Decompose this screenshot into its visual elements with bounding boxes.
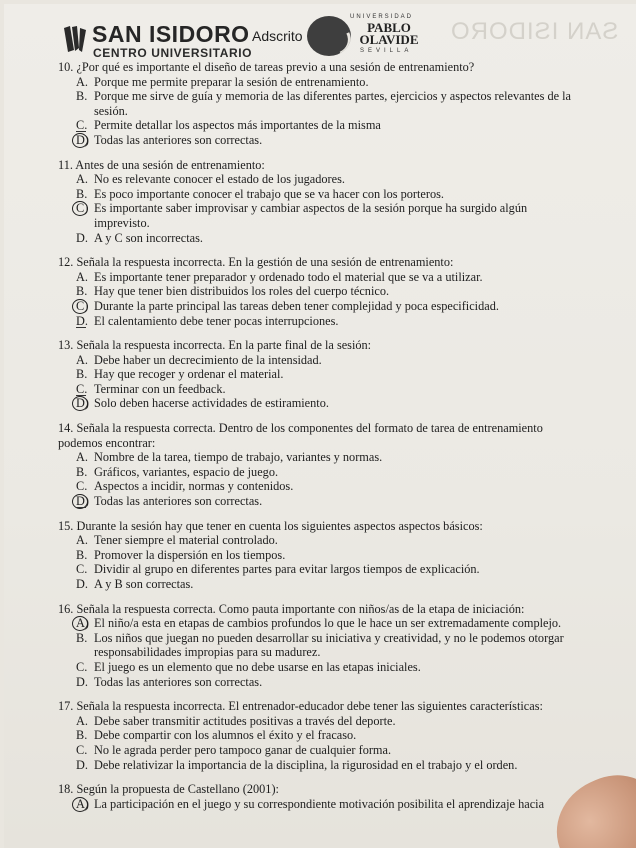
option-letter: D. bbox=[76, 577, 88, 591]
upo-top-text: UNIVERSIDAD bbox=[350, 14, 414, 20]
option-text: Aspectos a incidir, normas y contenidos. bbox=[94, 479, 294, 494]
option-text: Permite detallar los aspectos más importantes de la misma bbox=[94, 118, 381, 133]
option-letter: A. bbox=[76, 713, 88, 728]
question-1 bbox=[58, 158, 584, 246]
option-text: Porque me sirve de guía y memoria de las diferentes partes, ejercicios y aspectos relevantes de la sesión. bbox=[94, 89, 572, 118]
option-item bbox=[58, 548, 584, 563]
option-letter: C. bbox=[76, 382, 94, 397]
option-text: Durante la parte principal las tareas deben tener complejidad y poca especificidad. bbox=[94, 298, 499, 313]
question-list bbox=[58, 60, 584, 821]
option-text: Terminar con un feedback. bbox=[94, 381, 226, 396]
option-item bbox=[58, 314, 584, 329]
option-text: A y B son correctas. bbox=[94, 577, 194, 591]
option-letter: C. bbox=[76, 118, 94, 133]
options-list bbox=[58, 172, 584, 245]
option-letter: D) bbox=[76, 396, 94, 411]
option-letter: B. bbox=[76, 186, 88, 201]
option-letter: B. bbox=[76, 89, 88, 104]
question-7 bbox=[58, 699, 584, 772]
option-text: Solo deben hacerse actividades de estiramiento. bbox=[94, 396, 329, 411]
option-item bbox=[58, 133, 584, 148]
option-letter: B. bbox=[76, 284, 88, 299]
option-item bbox=[58, 675, 584, 690]
option-text: El niño/a esta en etapas de cambios profundos lo que le hace un ser extremadamente complejo. bbox=[94, 616, 562, 631]
option-text: Promover la dispersión en los tiempos. bbox=[94, 547, 286, 562]
option-text: Gráficos, variantes, espacio de juego. bbox=[94, 464, 279, 479]
option-item bbox=[58, 299, 584, 314]
question-6 bbox=[58, 602, 584, 690]
options-list bbox=[58, 797, 584, 812]
option-item bbox=[58, 396, 584, 411]
option-letter: D. bbox=[76, 314, 94, 329]
question-stem: 10. ¿Por qué es importante el diseño de tareas previo a una sesión de entrenamiento? bbox=[58, 60, 475, 74]
question-3 bbox=[58, 338, 584, 411]
option-text: Todas las anteriores son correctas. bbox=[94, 674, 263, 689]
option-item bbox=[58, 631, 584, 660]
option-text: No es relevante conocer el estado de los jugadores. bbox=[94, 172, 345, 187]
option-text: El calentamiento debe tener pocas interrupciones. bbox=[94, 313, 339, 328]
option-item bbox=[58, 89, 584, 118]
brand-subtitle: CENTRO UNIVERSITARIO bbox=[93, 46, 253, 60]
option-text: A y C son incorrectas. bbox=[94, 230, 203, 245]
question-5 bbox=[58, 519, 584, 592]
option-text: Debe saber transmitir actitudes positivas a través del deporte. bbox=[94, 713, 396, 728]
option-item bbox=[58, 382, 584, 397]
option-text: Es importante saber improvisar y cambiar aspectos de la sesión porque ha surgido algún imprevisto. bbox=[94, 201, 528, 230]
option-text: Debe haber un decrecimiento de la intensidad. bbox=[94, 352, 322, 367]
option-item bbox=[58, 187, 584, 202]
option-item bbox=[58, 714, 584, 729]
option-text: Porque me permite preparar la sesión de entrenamiento. bbox=[94, 74, 369, 89]
question-stem: 11. Antes de una sesión de entrenamiento: bbox=[58, 157, 265, 172]
option-text: Dividir al grupo en diferentes partes para evitar largos tiempos de explicación. bbox=[94, 562, 480, 577]
option-item bbox=[58, 728, 584, 743]
option-item bbox=[58, 743, 584, 758]
san-isidoro-logo-icon bbox=[62, 24, 88, 54]
question-stem: 18. Según la propuesta de Castellano (2001): bbox=[58, 782, 279, 797]
question-stem: 13. Señala la respuesta incorrecta. En la parte final de la sesión: bbox=[58, 338, 372, 353]
option-text: Debe compartir con los alumnos el éxito y el fracaso. bbox=[94, 728, 357, 743]
option-item bbox=[58, 479, 584, 494]
question-0 bbox=[58, 60, 584, 148]
options-list bbox=[58, 75, 584, 148]
option-item bbox=[58, 270, 584, 285]
option-item bbox=[58, 797, 584, 812]
option-letter: C. bbox=[76, 742, 88, 757]
upo-name bbox=[354, 22, 424, 46]
options-list bbox=[58, 533, 584, 591]
option-item bbox=[58, 660, 584, 675]
question-stem: 12. Señala la respuesta incorrecta. En la gestión de una sesión de entrenamiento: bbox=[58, 255, 454, 270]
option-text: Todas las anteriores son correctas. bbox=[94, 132, 263, 147]
option-item bbox=[58, 118, 584, 133]
option-letter: A. bbox=[76, 172, 88, 187]
option-letter: D. bbox=[76, 674, 88, 689]
option-letter: A. bbox=[76, 352, 88, 367]
question-stem: 14. Señala la respuesta correcta. Dentro de los componentes del formato de tarea de entrenamiento podemos encontrar: bbox=[58, 421, 543, 450]
options-list bbox=[58, 616, 584, 689]
upo-name-line-1: PABLO bbox=[367, 20, 411, 35]
option-letter: A. bbox=[76, 269, 88, 284]
option-text: Hay que tener bien distribuidos los roles del cuerpo técnico. bbox=[94, 284, 390, 299]
option-letter: A. bbox=[76, 450, 88, 465]
question-2 bbox=[58, 255, 584, 328]
option-text: Es importante tener preparador y ordenado todo el material que se va a utilizar. bbox=[94, 269, 483, 284]
option-letter: B. bbox=[76, 367, 88, 382]
question-stem: 16. Señala la respuesta correcta. Como pauta importante con niños/as de la etapa de iniciación: bbox=[58, 601, 525, 616]
upo-bottom-text: SEVILLA bbox=[360, 48, 413, 54]
exam-page bbox=[4, 4, 636, 848]
question-stem: 17. Señala la respuesta incorrecta. El entrenador-educador debe tener las siguientes características: bbox=[58, 699, 543, 714]
option-text: El juego es un elemento que no debe usarse en las etapas iniciales. bbox=[94, 659, 421, 674]
question-8 bbox=[58, 782, 584, 811]
option-item bbox=[58, 231, 584, 246]
option-item bbox=[58, 533, 584, 548]
option-text: Tener siempre el material controlado. bbox=[94, 533, 278, 548]
option-item bbox=[58, 577, 584, 592]
option-letter: A. bbox=[76, 533, 88, 548]
option-item bbox=[58, 284, 584, 299]
options-list bbox=[58, 450, 584, 508]
option-item bbox=[58, 450, 584, 465]
option-item bbox=[58, 616, 584, 631]
option-item bbox=[58, 75, 584, 90]
option-letter: B. bbox=[76, 728, 88, 743]
brand-name: SAN ISIDORO bbox=[92, 21, 250, 47]
option-letter: A) bbox=[76, 797, 94, 812]
option-letter: D) bbox=[76, 133, 94, 148]
option-item bbox=[58, 758, 584, 773]
option-letter: C. bbox=[76, 562, 88, 577]
option-item bbox=[58, 367, 584, 382]
option-text: La participación en el juego y su correspondiente motivación posibilita el aprendizaje hacia bbox=[94, 796, 545, 811]
option-letter: C. bbox=[76, 479, 88, 494]
options-list bbox=[58, 270, 584, 328]
option-text: Es poco importante conocer el trabajo que se va hacer con los porteros. bbox=[94, 186, 444, 201]
option-item bbox=[58, 465, 584, 480]
option-letter: C) bbox=[76, 299, 94, 314]
option-letter: A. bbox=[76, 74, 88, 89]
header bbox=[62, 14, 482, 62]
upo-name-line-2: OLAVIDE bbox=[359, 32, 419, 47]
option-letter: C) bbox=[76, 201, 94, 216]
option-letter: C. bbox=[76, 659, 88, 674]
option-letter: B. bbox=[76, 547, 88, 562]
option-item bbox=[58, 353, 584, 368]
option-item bbox=[58, 494, 584, 509]
options-list bbox=[58, 714, 584, 772]
option-letter: B. bbox=[76, 464, 88, 479]
adscrito-label: Adscrito bbox=[252, 28, 303, 44]
option-letter: D. bbox=[76, 230, 88, 245]
option-text: No le agrada perder pero tampoco ganar de cualquier forma. bbox=[94, 742, 392, 757]
option-letter: D. bbox=[76, 757, 88, 772]
option-item bbox=[58, 562, 584, 577]
option-item bbox=[58, 172, 584, 187]
option-text: Nombre de la tarea, tiempo de trabajo, variantes y normas. bbox=[94, 450, 383, 465]
option-letter: A) bbox=[76, 616, 94, 631]
bleed-through-text: SAN ISIDORO bbox=[449, 18, 618, 45]
options-list bbox=[58, 353, 584, 411]
question-stem: 15. Durante la sesión hay que tener en cuenta los siguientes aspectos aspectos básicos: bbox=[58, 518, 483, 533]
upo-emblem-icon bbox=[307, 16, 351, 56]
option-text: Los niños que juegan no pueden desarrollar su iniciativa y creatividad, y no le podemos otorgar responsabilidades impropias para su madurez. bbox=[94, 630, 564, 660]
option-text: Todas las anteriores son correctas. bbox=[94, 494, 263, 509]
option-text: Hay que recoger y ordenar el material. bbox=[94, 367, 284, 382]
question-4 bbox=[58, 421, 584, 509]
option-letter: B. bbox=[76, 630, 88, 645]
option-text: Debe relativizar la importancia de la disciplina, la rigurosidad en el trabajo y el orden. bbox=[94, 757, 518, 772]
option-letter: D) bbox=[76, 494, 94, 509]
option-item bbox=[58, 201, 584, 230]
